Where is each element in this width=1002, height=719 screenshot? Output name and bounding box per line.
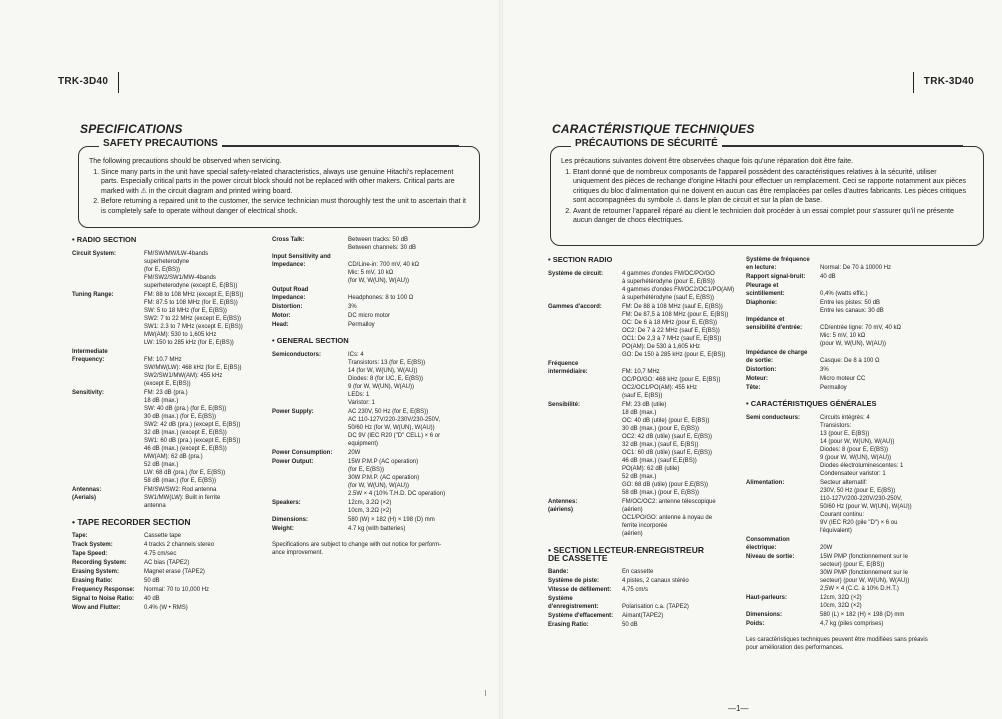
left-column-1 — [72, 234, 267, 613]
tape-section-title: • TAPE RECORDER SECTION — [72, 517, 191, 527]
spec-row — [72, 604, 267, 612]
spec-row — [746, 349, 964, 365]
spec-label: Impédance et sensibilité d'entrée: — [746, 317, 803, 331]
safety-item: 1. Since many parts in the unit have special safety-related characteristics, always use genuine Hitachi's replacement parts. Especially critical parts in the power circuit block should not be replaced with other makers. Critical parts are marked with ⚠ in the circuit diagram and printed wiring board. — [101, 168, 469, 197]
spec-row — [548, 498, 744, 538]
spec-row — [272, 525, 467, 533]
spec-value: FM: 10,7 MHz OC/PO/GO: 468 kHz (pour E, E(BS)) OC2/OC1/PO(AM): 455 kHz (sauf E, E(BS)) — [622, 369, 721, 399]
specifications-heading: SPECIFICATIONS — [80, 122, 183, 136]
spec-label: Gammes d'accord: — [548, 304, 602, 310]
spec-label: Pleurage et scintillement: — [746, 283, 785, 297]
spec-row — [272, 236, 467, 252]
spec-value: 580 (L) × 182 (H) × 198 (D) mm — [820, 612, 905, 618]
spec-value: 580 (W) × 182 (H) × 198 (D) mm — [348, 517, 435, 523]
spec-row — [272, 458, 467, 498]
spec-value: 4.75 cm/sec — [144, 551, 177, 557]
spec-value: Permalloy — [348, 322, 375, 328]
spec-value: Aimant(TAPE2) — [622, 613, 664, 619]
spec-row — [746, 273, 964, 281]
spec-value: 4.7 kg (with batteries) — [348, 526, 406, 532]
spec-value: 50 dB — [622, 622, 638, 628]
left-page — [0, 0, 500, 719]
spec-change-note: Specifications are subject to change with out notice for perform- ance improvement. — [272, 542, 442, 556]
spec-label: Rapport signal-bruit: — [746, 274, 806, 280]
spec-label: Power Consumption: — [272, 450, 333, 456]
audio-spec-list — [272, 236, 467, 329]
spec-label: Système de piste: — [548, 578, 600, 584]
spec-row — [746, 414, 964, 478]
spec-value: AC bias (TAPE2) — [144, 560, 190, 566]
caracteristiques-heading: CARACTÉRISTIQUE TECHNIQUES — [552, 122, 755, 136]
spec-value: FM: 23 dB (utile) 18 dB (max.) OC: 40 dB (utile) (pour E, E(BS)) 30 dB (max.) (pour E, E(BS)) OC2: 42 dB (utile) (sauf E, E(BS)) 32 dB (max.) (sauf E, E(BS)) OC1: 60 dB (utile) (sauf E, E(BS)) 46 dB (max.) (sauf E,E(BS)) PO(AM): 62 dB (utile) 52 dB (max.) GO: 68 dB (utile) (pour E,E(BS)) 58 dB (max.) (pour E, E(BS)) — [622, 402, 713, 496]
spec-row — [548, 595, 744, 611]
spec-label: Moteur: — [746, 376, 768, 382]
spec-label: Sensitivity: — [72, 390, 105, 396]
spec-row — [72, 568, 267, 576]
spec-label: Fréquence intermédiaire: — [548, 361, 588, 375]
safety-item: 2. Before returning a repaired unit to the customer, the service technician must thoroughly test the unit to ascertain that it is completely safe to operate without danger of electrical shock. — [101, 197, 469, 216]
model-label-right: TRK-3D40 — [913, 72, 974, 93]
spec-value: Cassette tape — [144, 533, 182, 539]
spec-value: Entre les pistes: 50 dB Entre les canaux: 30 dB — [820, 300, 884, 314]
spec-row — [746, 316, 964, 348]
spec-value: FM/SW/SW2: Rod antenna SW1/MW(LW): Built in ferrite antenna — [144, 487, 221, 509]
spec-row — [746, 366, 964, 374]
spec-label: Power Supply: — [272, 409, 314, 415]
spec-value: Micro moteur CC — [820, 376, 866, 382]
spec-row — [72, 486, 267, 510]
spec-label: Input Sensitivity and Impedance: — [272, 254, 331, 268]
spec-label: Impédance de charge de sortie: — [746, 350, 808, 364]
spec-value: Normal: 70 to 10,000 Hz — [144, 587, 210, 593]
spec-label: Dimensions: — [746, 612, 783, 618]
spec-value: 40 dB — [144, 596, 160, 602]
spec-row — [272, 449, 467, 457]
section-cassette-list — [548, 568, 744, 629]
spec-value: En cassette — [622, 569, 654, 575]
securite-item: 1. Etant donné que de nombreux composants de l'appareil possèdent des caractéristiques relatives à la sécurité, utiliser uniquement des pièces de rechange d'origine Hitachi pour effectuer un remplacement. Ceci se rapporte notamment aux pièces critiques du bloc d'alimentation qui ne doivent en aucun cas être remplacées par celles d'autres fabricants. Les pièces critiques sont accompagnées du symbole ⚠ dans le plan de circuit et sur la plan de base. — [573, 168, 973, 206]
spec-label: Tuning Range: — [72, 292, 114, 298]
spec-value: ICs: 4 Transistors: 13 (for E, E(BS)) 14 (for W, W(UN), W(AU)) Diodes: 8 (for UC, E, E(BS)) 9 (for W, W(UN), W(AU)) LEDs: 1 Varistor: 1 — [348, 352, 426, 406]
spec-value: FM: 88 to 108 MHz (except E, E(BS)) FM: 87.5 to 108 MHz (for E, E(BS)) SW: 5 to 18 MHz (for E, E(BS)) SW2: 7 to 22 MHz (except E, E(BS)) SW1: 2.3 to 7 MHz (except E, E(BS)) MW(AM): 530 to 1,605 kHz LW: 150 to 285 kHz (for E, E(BS)) — [144, 292, 244, 346]
spec-row — [272, 408, 467, 448]
spec-value: Polarisation c.a. (TAPE2) — [622, 604, 689, 610]
spec-label: Frequency Response: — [72, 587, 135, 593]
spec-label: Haut-parleurs: — [746, 595, 788, 601]
spec-label: Tête: — [746, 385, 761, 391]
spec-label: Circuit System: — [72, 251, 117, 257]
safety-title: SAFETY PRECAUTIONS — [99, 139, 222, 149]
spec-row — [72, 577, 267, 585]
spec-row — [746, 620, 964, 628]
left-column-2 — [272, 236, 467, 557]
spec-row — [72, 532, 267, 540]
spec-row — [548, 621, 744, 629]
spec-value: 50 dB — [144, 578, 160, 584]
spec-label: Alimentation: — [746, 480, 785, 486]
spec-label: Power Output: — [272, 459, 314, 465]
spec-value: 15W PMP (fonctionnement sur le secteur) (pour E, E(BS)) 30W PMP (fonctionnement sur le secteur) (pour W, W(UN), W(AU)) 2,5W × 4 (C.C. à 10% D.H.T.) — [820, 554, 910, 592]
spec-value: 20W — [348, 450, 361, 456]
spec-label: Poids: — [746, 621, 765, 627]
securite-title: PRÉCAUTIONS DE SÉCURITÉ — [571, 139, 722, 149]
right-column-1 — [548, 254, 744, 630]
spec-value: CD/entrée ligne: 70 mV, 40 kΩ Mic: 5 mV, 10 kΩ (pour W, W(UN), W(AU)) — [820, 325, 901, 347]
spec-label: Dimensions: — [272, 517, 309, 523]
spec-value: FM: 23 dB (pra.) 18 dB (max.) SW: 40 dB (pra.) (for E, E(BS)) 30 dB (max.) (for E, E(BS)) SW2: 42 dB (pra.) (except E, E(BS)) 32 dB (max.) (except E, E(BS)) SW1: 60 dB (pra.) (except E, E(BS)) 46 dB (max.) (except E, E(BS)) MW(AM): 62 dB (pra.) 52 dB (max.) LW: 68 dB (pra.) (for E, E(BS)) 58 dB (max.) (for E, E(BS)) — [144, 390, 241, 484]
spec-label: Erasing Ratio: — [548, 622, 589, 628]
general-section-title: • GENERAL SECTION — [272, 336, 349, 345]
spec-row — [746, 375, 964, 383]
spec-value: 0,4% (watts effic.) — [820, 291, 868, 297]
spec-label: Output Road Impedance: — [272, 287, 309, 301]
spec-row — [72, 586, 267, 594]
spec-label: Weight: — [272, 526, 294, 532]
securite-list — [561, 168, 973, 226]
spec-value: 4 tracks 2 channels stereo — [144, 542, 215, 548]
spec-label: Système d'enregistrement: — [548, 596, 599, 610]
spec-label: Erasing System: — [72, 569, 120, 575]
spec-row — [548, 612, 744, 620]
spec-row — [746, 299, 964, 315]
spec-label: Semi conducteurs: — [746, 415, 801, 421]
spec-row — [548, 303, 744, 359]
spec-row — [272, 351, 467, 407]
spec-value: DC micro motor — [348, 313, 391, 319]
spec-row — [72, 559, 267, 567]
spec-row — [746, 479, 964, 535]
spec-row — [548, 360, 744, 400]
spec-row — [272, 312, 467, 320]
spec-value: 4 pistes, 2 canaux stéréo — [622, 578, 689, 584]
spec-value: AC 230V, 50 Hz (for E, E(BS)) AC 110-127V/220-230V/230-250V, 50/60 Hz (for W, W(UN), W(AU)) DC 9V (IEC R20 ("D" CELL) × 6 or equipment) — [348, 409, 441, 447]
spec-label: Recording System: — [72, 560, 127, 566]
safety-title-rule — [219, 145, 459, 146]
page-number: —1— — [728, 704, 749, 713]
spec-value: 12cm, 32Ω (×2) 10cm, 32Ω (×2) — [820, 595, 862, 609]
spec-label: Tape Speed: — [72, 551, 108, 557]
safety-list — [89, 168, 469, 217]
spec-label: Erasing Ratio: — [72, 578, 113, 584]
spec-row — [746, 594, 964, 610]
spec-row — [548, 270, 744, 302]
spec-row — [746, 384, 964, 392]
spec-value: Normal: De 70 à 10000 Hz — [820, 265, 892, 271]
spec-value: FM: De 88 à 108 MHz (sauf E, E(BS)) FM: De 87,5 à 108 MHz (pour E, E(BS)) OC: De 6 à 18 MHz (pour E, E(BS)) OC2: De 7 à 22 MHz (sauf E, E(BS)) OC1: De 2,3 à 7 MHz (sauf E, E(BS)) PO(AM): De 530 à 1,605 kHz GO: De 150 à 285 kHz (pour E, E(BS)) — [622, 304, 729, 358]
spec-row — [272, 321, 467, 329]
spec-label: Track System: — [72, 542, 113, 548]
spec-value: FM: 10.7 MHz SW/MW(LW): 468 kHz (for E, E(BS)) SW2/SW1/MW(AM): 455 kHz (except E, E(BS)) — [144, 357, 242, 387]
spec-label: Niveau de sortie: — [746, 554, 795, 560]
spec-row — [746, 553, 964, 593]
spec-value: Secteur alternatif: 230V, 50 Hz (pour E, E(BS)) 110-127V/200-220V/230-250V, 50/60 Hz (pour W, W(UN), W(AU)) Courant continu: 9V (IEC R20 (pile "D") × 6 ou l'équivalent) — [820, 480, 912, 534]
spec-label: Système de fréquence en lecture: — [746, 257, 810, 271]
spec-value: Casque: De 8 à 100 Ω — [820, 358, 880, 364]
right-page — [502, 0, 1002, 719]
precautions-securite-box — [550, 138, 984, 246]
spec-row — [746, 536, 964, 552]
spec-value: 4 gammes d'ondes FM/OC/PO/GO à superhétérodyne (pour E, E(BS)) 4 gammes d'ondes FM/OC2/OC1/PO(AM) à superhétérodyne (sauf E, E(BS)) — [622, 271, 735, 301]
spec-value: 0.4% (W • RMS) — [144, 605, 188, 611]
spec-row — [548, 586, 744, 594]
spec-label: Sensibilité: — [548, 402, 581, 408]
spec-label: Antennas: (Aerials) — [72, 487, 102, 501]
spec-label: Signal to Noise Ratio: — [72, 596, 135, 602]
spec-row — [272, 499, 467, 515]
spec-label: Speakers: — [272, 500, 301, 506]
spec-value: Magnet erase (TAPE2) — [144, 569, 205, 575]
model-label-left: TRK-3D40 — [58, 72, 119, 93]
caract-change-note: Les caractéristiques techniques peuvent être modifiées sans préavis pour amélioration des performances. — [746, 637, 928, 651]
spec-row — [272, 253, 467, 285]
section-cassette-title: • SECTION LECTEUR-ENREGISTREUR DE CASSETTE — [548, 545, 704, 563]
spec-row — [548, 577, 744, 585]
spec-label: Wow and Flutter: — [72, 605, 121, 611]
tape-spec-list — [72, 532, 267, 612]
spec-label: Système de circuit: — [548, 271, 604, 277]
securite-item: 2. Avant de retourner l'appareil réparé au client le technicien doit procéder à un essai complet pour s'assurer qu'il ne présente aucun danger de chocs électriques. — [573, 207, 973, 226]
spec-label: Tape: — [72, 533, 88, 539]
spec-row — [72, 389, 267, 485]
radio-section-title: • RADIO SECTION — [72, 235, 137, 244]
spec-label: Cross Talk: — [272, 237, 305, 243]
scan-mark — [485, 690, 486, 696]
safety-precautions-box — [78, 138, 480, 228]
spec-value: 40 dB — [820, 274, 836, 280]
caract-generales-list — [746, 414, 964, 628]
spec-value: 3% — [820, 367, 829, 373]
spec-value: FM/OC/OC2: antenne télescopique (aérien) OC1/PO/GO: antenne à noyau de ferrite incorporée (aérien) — [622, 499, 716, 537]
spec-value: 12cm, 3.2Ω (×2) 10cm, 3.2Ω (×2) — [348, 500, 392, 514]
spec-label: Intermediate Frequency: — [72, 349, 108, 363]
safety-intro: The following precautions should be observed when servicing. — [89, 158, 282, 165]
spec-row — [272, 286, 467, 302]
section-radio-list — [548, 270, 744, 538]
spec-row — [72, 348, 267, 388]
general-spec-list — [272, 351, 467, 533]
audio-caract-list — [746, 256, 964, 392]
spec-value: CD/Line-in: 700 mV, 40 kΩ Mic: 5 mV, 10 kΩ (for W, W(UN), W(AU)) — [348, 262, 419, 284]
spec-value: FM/SW/MW/LW-4bands superheterodyne (for E, E(BS)) FM/SW2/SW1/MW-4bands superheterodyne (except E, E(BS)) — [144, 251, 238, 289]
spec-row — [272, 516, 467, 524]
radio-spec-list — [72, 250, 267, 510]
spec-row — [72, 541, 267, 549]
securite-title-rule — [716, 145, 963, 146]
spec-label: Système d'effacement: — [548, 613, 614, 619]
section-radio-title: • SECTION RADIO — [548, 255, 613, 264]
spec-value: 20W — [820, 545, 833, 551]
spec-row — [548, 568, 744, 576]
spec-label: Antennes: (aériens) — [548, 499, 578, 513]
spec-value: 3% — [348, 304, 357, 310]
right-column-2 — [746, 256, 964, 652]
spec-value: 15W P.M.P (AC operation) (for E, E(BS)) 30W P.M.P. (AC operation) (for W, W(UN), W(AU)) 2.5W × 4 (10% T.H.D. DC operation) — [348, 459, 446, 497]
spec-label: Distortion: — [746, 367, 777, 373]
spec-row — [746, 282, 964, 298]
spec-row — [746, 611, 964, 619]
spec-row — [72, 291, 267, 347]
spec-value: 4,75 cm/s — [622, 587, 649, 593]
spec-row — [72, 550, 267, 558]
spec-value: Between tracks: 50 dB Between channels: 30 dB — [348, 237, 417, 251]
spec-value: Circuits intégrés: 4 Transistors: 13 (pour E, E(BS)) 14 (pour W, W(UN), W(AU)) Diodes: 8 (pour E, E(BS)) 9 (pour W, W(UN), W(AU)) Diodes électroluminescentes: 1 Condensateur varistor: 1 — [820, 415, 904, 477]
spec-label: Distortion: — [272, 304, 303, 310]
spec-value: Permalloy — [820, 385, 847, 391]
spec-label: Motor: — [272, 313, 291, 319]
spec-value: Headphones: 8 to 100 Ω — [348, 295, 414, 301]
spec-label: Bande: — [548, 569, 569, 575]
spec-label: Head: — [272, 322, 289, 328]
spec-row — [548, 401, 744, 497]
spec-label: Vitesse de défilement: — [548, 587, 612, 593]
spec-value: 4,7 kg (piles comprises) — [820, 621, 884, 627]
securite-intro: Les précautions suivantes doivent être observées chaque fois qu'une réparation doit être faite. — [561, 158, 854, 165]
spec-label: Diaphonie: — [746, 300, 777, 306]
spec-row — [72, 595, 267, 603]
spec-row — [72, 250, 267, 290]
spec-row — [746, 256, 964, 272]
spec-label: Consommation électrique: — [746, 537, 790, 551]
spec-row — [272, 303, 467, 311]
spec-label: Semiconductors: — [272, 352, 322, 358]
caract-generales-title: • CARACTÉRISTIQUES GÉNÉRALES — [746, 399, 877, 408]
